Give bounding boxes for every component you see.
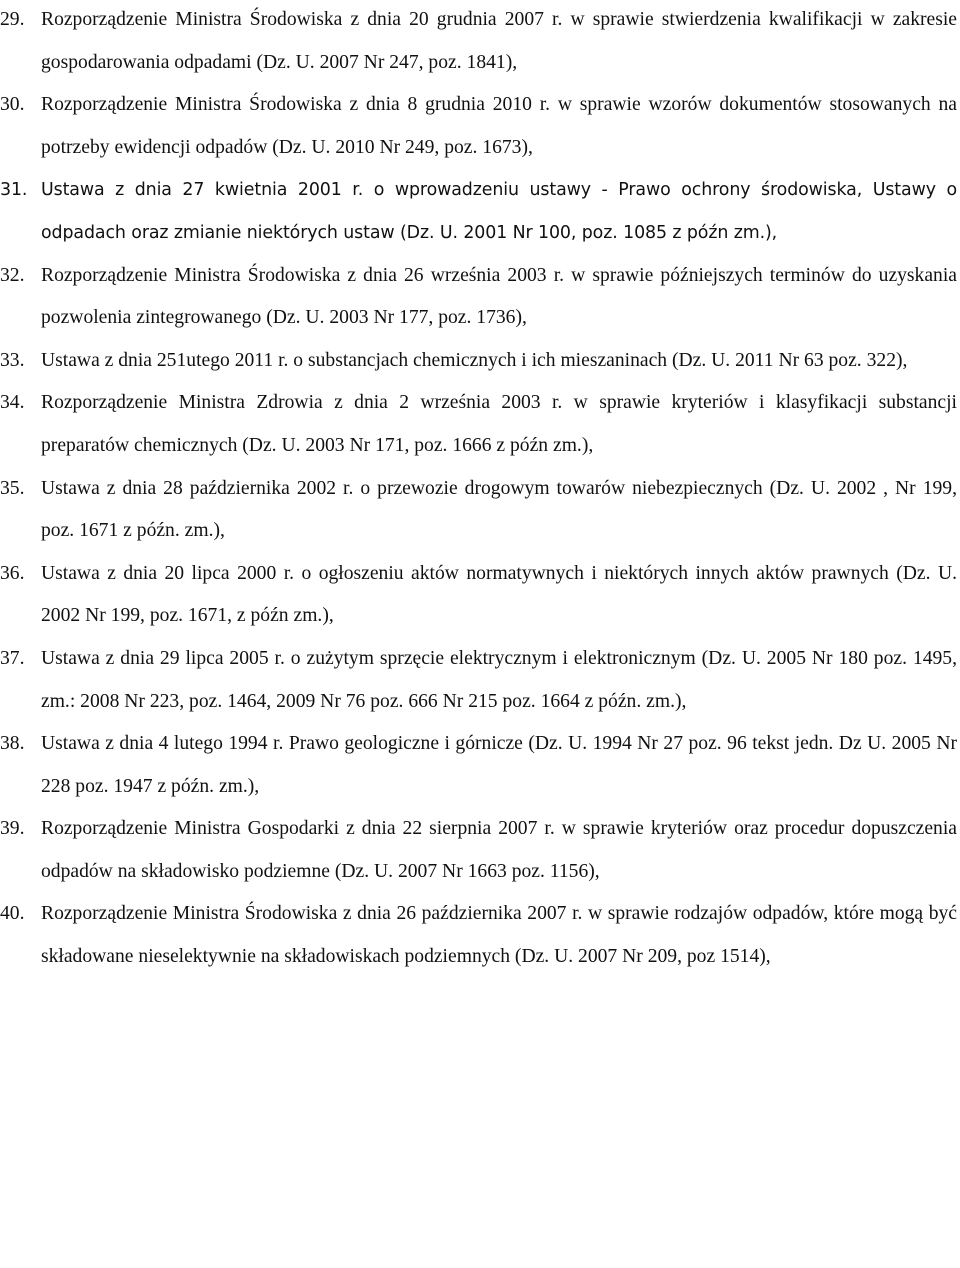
list-item <box>0 723 957 808</box>
list-item <box>0 84 957 169</box>
item-text: Rozporządzenie Ministra Środowiska z dnia 20 grudnia 2007 r. w sprawie stwierdzenia kwalifikacji w zakresie gospodarowania odpadami (Dz. U. 2007 Nr 247, poz. 1841), <box>41 9 957 73</box>
item-text: Rozporządzenie Ministra Środowiska z dnia 26 października 2007 r. w sprawie rodzajów odpadów, które mogą być składowane nieselektywnie na składowiskach podziemnych (Dz. U. 2007 Nr 209, poz 1514), <box>41 903 957 968</box>
list-item <box>0 468 957 553</box>
item-text: Ustawa z dnia 28 października 2002 r. o przewozie drogowym towarów niebezpiecznych (Dz. U. 2002 , Nr 199, poz. 1671 z późn. zm.), <box>41 477 957 542</box>
item-number: 40. <box>0 903 25 925</box>
item-text: Ustawa z dnia 20 lipca 2000 r. o ogłoszeniu aktów normatywnych i niektórych innych aktów prawnych (Dz. U. 2002 Nr 199, poz. 1671, z późn zm.), <box>41 562 957 627</box>
list-item <box>0 340 957 383</box>
item-text: Ustawa z dnia 251utego 2011 r. o substancjach chemicznych i ich mieszaninach (Dz. U. 2011 Nr 63 poz. 322), <box>41 349 908 371</box>
list-item <box>0 893 957 978</box>
item-text: Rozporządzenie Ministra Środowiska z dnia 26 września 2003 r. w sprawie późniejszych terminów do uzyskania pozwolenia zintegrowanego (Dz. U. 2003 Nr 177, poz. 1736), <box>41 264 957 329</box>
item-number: 39. <box>0 818 25 840</box>
list-item <box>0 553 957 638</box>
item-number: 33. <box>0 349 25 371</box>
item-number: 30. <box>0 94 25 116</box>
item-number: 35. <box>0 477 25 499</box>
item-number: 32. <box>0 264 25 286</box>
item-number: 36. <box>0 562 25 584</box>
item-text: Ustawa z dnia 29 lipca 2005 r. o zużytym sprzęcie elektrycznym i elektronicznym (Dz. U. 2005 Nr 180 poz. 1495, zm.: 2008 Nr 223, poz. 1464, 2009 Nr 76 poz. 666 Nr 215 poz. 1664 z późn. zm.), <box>41 647 957 712</box>
item-text: Ustawa z dnia 4 lutego 1994 r. Prawo geologiczne i górnicze (Dz. U. 1994 Nr 27 poz. 96 tekst jedn. Dz U. 2005 Nr 228 poz. 1947 z późn. zm.), <box>41 733 957 797</box>
list-item <box>0 382 957 467</box>
list-item <box>0 638 957 723</box>
list-item <box>0 0 957 84</box>
item-number: 31. <box>0 180 28 201</box>
item-number: 29. <box>0 9 25 30</box>
item-number: 37. <box>0 647 25 669</box>
item-number: 34. <box>0 392 25 414</box>
item-text: Ustawa z dnia 27 kwietnia 2001 r. o wprowadzeniu ustawy - Prawo ochrony środowiska, Ustawy o odpadach oraz zmianie niektórych ustaw (Dz. U. 2001 Nr 100, poz. 1085 z późn zm.), <box>41 180 957 243</box>
list-item <box>0 808 957 893</box>
item-number: 38. <box>0 733 25 755</box>
list-item <box>0 255 957 340</box>
item-text: Rozporządzenie Ministra Gospodarki z dnia 22 sierpnia 2007 r. w sprawie kryteriów oraz procedur dopuszczenia odpadów na składowisko podziemne (Dz. U. 2007 Nr 1663 poz. 1156), <box>41 818 957 882</box>
item-text: Rozporządzenie Ministra Środowiska z dnia 8 grudnia 2010 r. w sprawie wzorów dokumentów stosowanych na potrzeby ewidencji odpadów (Dz. U. 2010 Nr 249, poz. 1673), <box>41 94 957 158</box>
item-text: Rozporządzenie Ministra Zdrowia z dnia 2 września 2003 r. w sprawie kryteriów i klasyfikacji substancji preparatów chemicznych (Dz. U. 2003 Nr 171, poz. 1666 z późn zm.), <box>41 392 957 456</box>
list-item <box>0 169 957 254</box>
